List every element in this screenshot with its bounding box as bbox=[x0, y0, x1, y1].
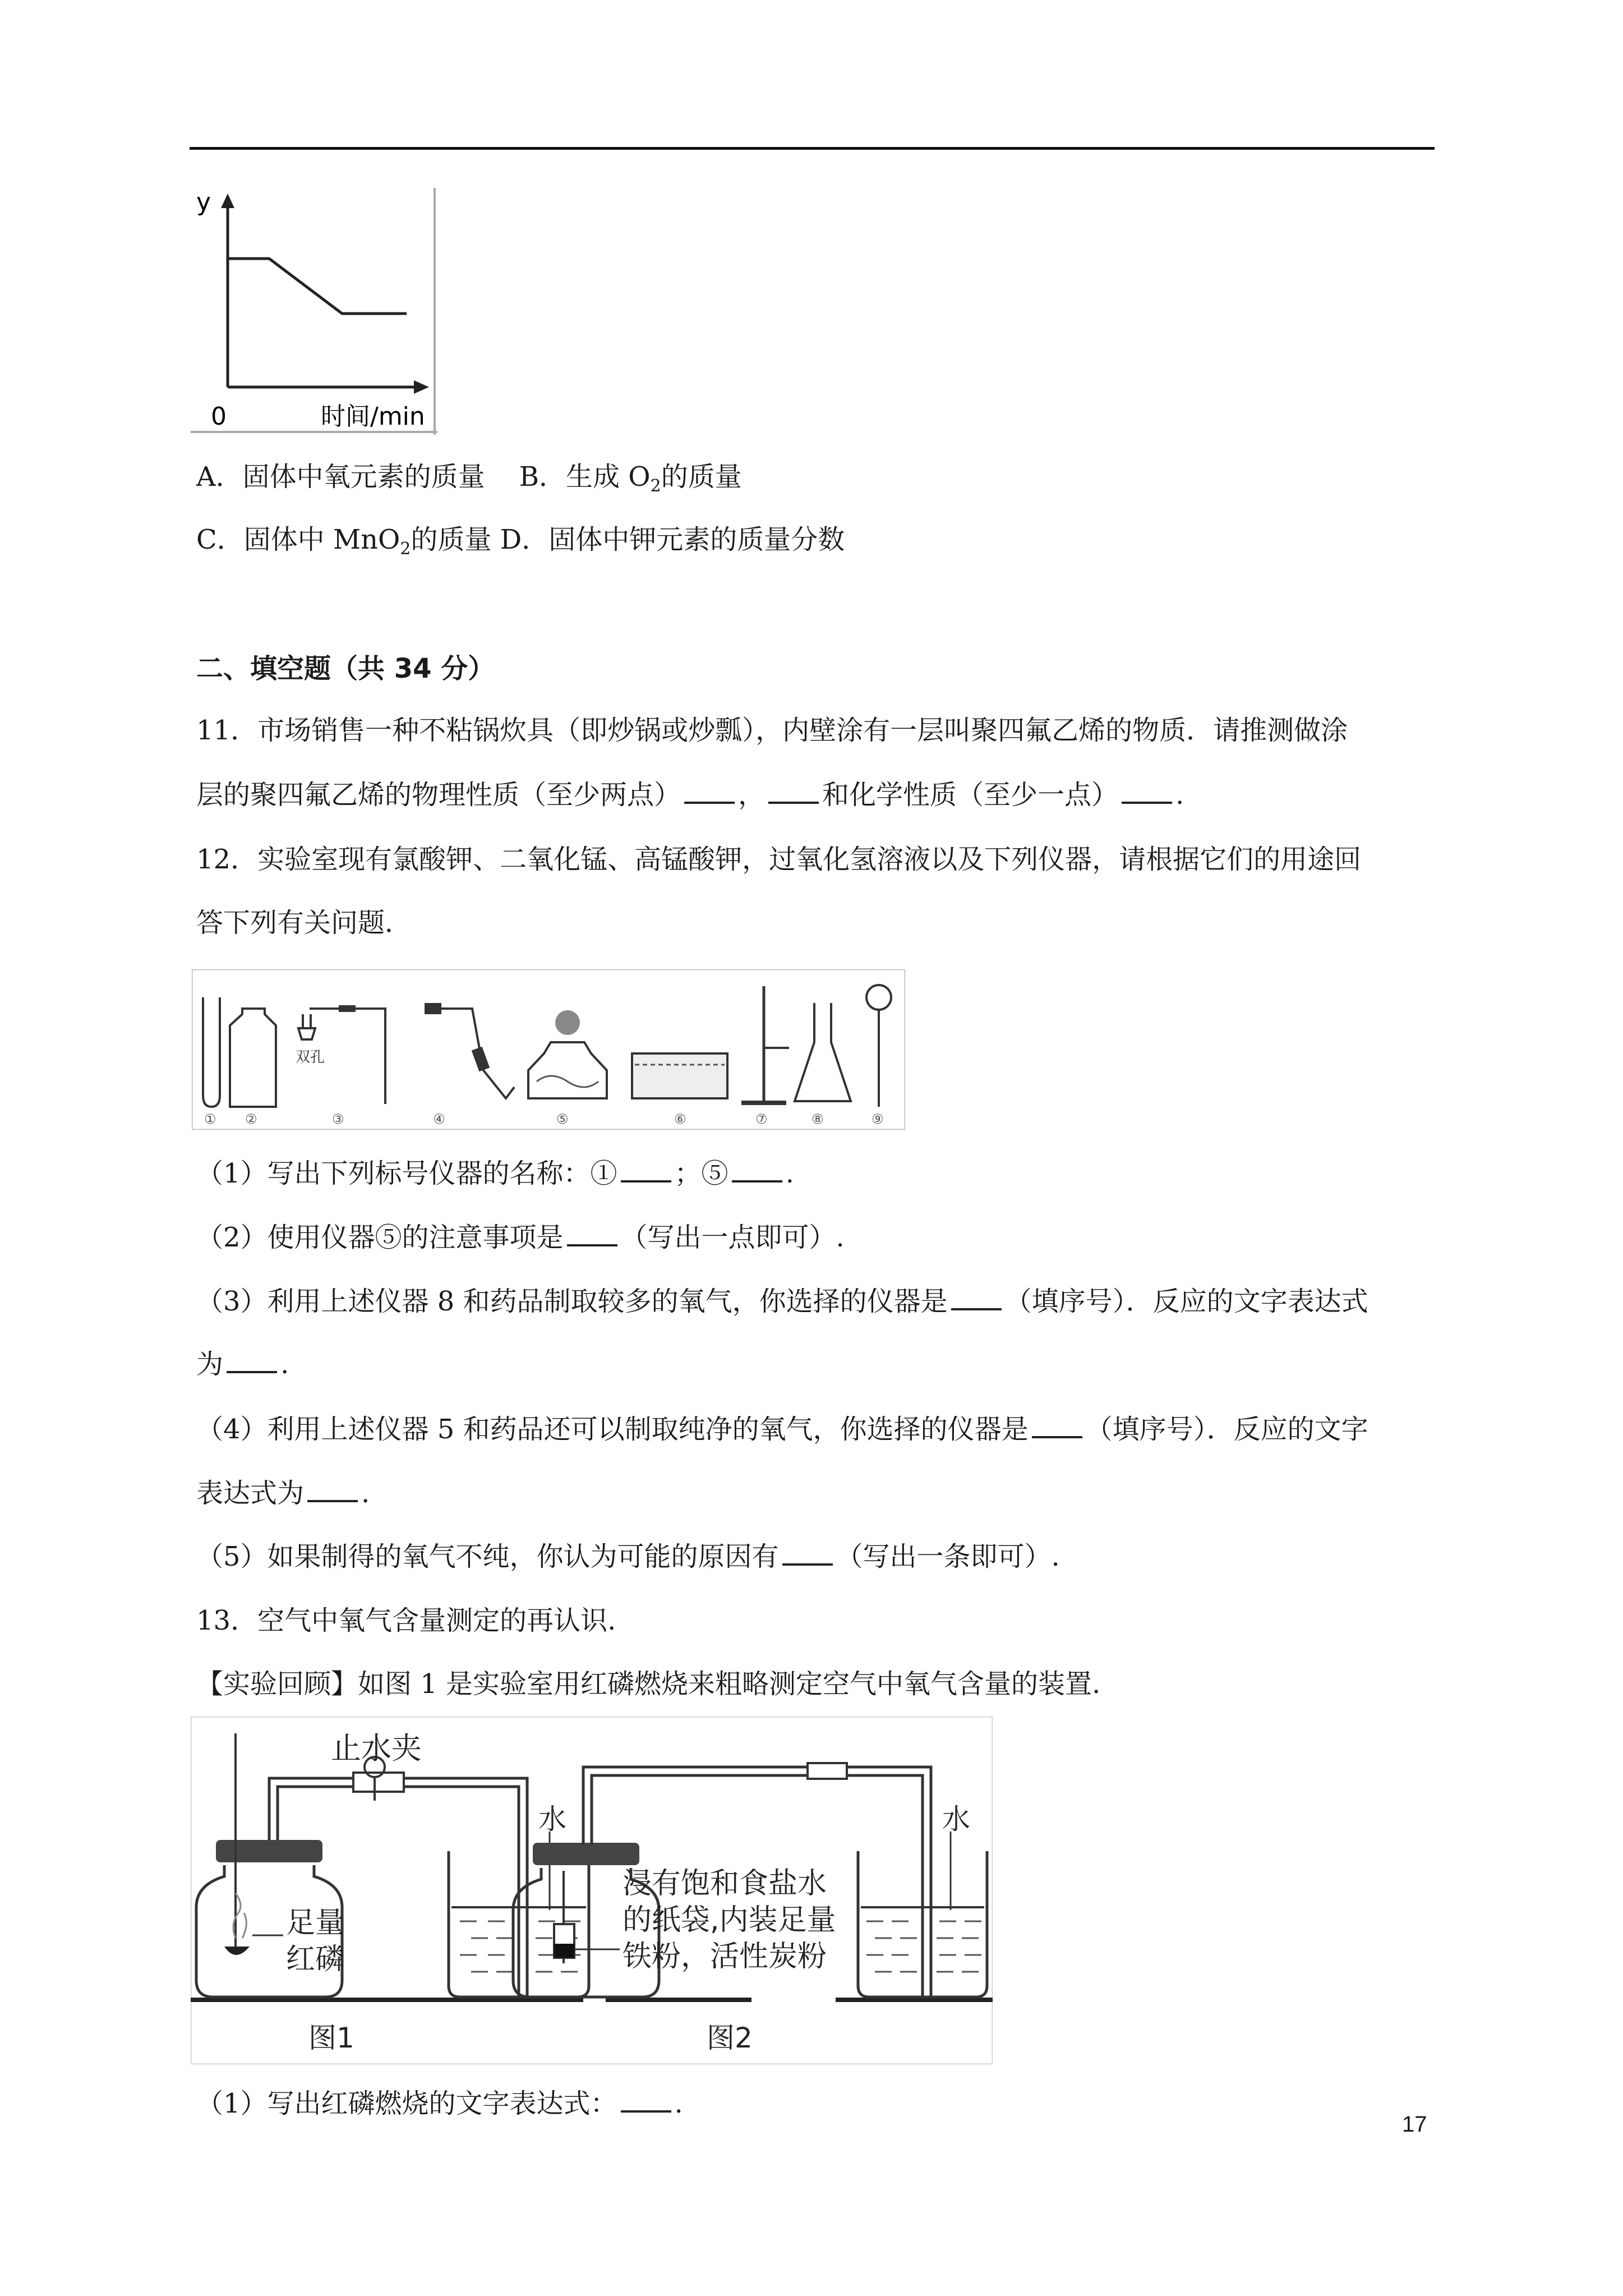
apparatus-label-1: ① bbox=[204, 1111, 216, 1127]
q12-sub3-line1: （3）利用上述仪器 8 和药品制取较多的氧气，你选择的仪器是 （填序号）．反应的文字表达式 bbox=[196, 1283, 1368, 1319]
q12-sub4-line1: （4）利用上述仪器 5 和药品还可以制取纯净的氧气，你选择的仪器是 （填序号）．反应的文字 bbox=[196, 1411, 1368, 1447]
bag-label-3: 铁粉，活性炭粉 bbox=[623, 1940, 827, 1973]
clamp-label: 止水夹 bbox=[331, 1731, 422, 1766]
apparatus-label-8: ⑧ bbox=[811, 1111, 824, 1127]
apparatus-label-5: ⑤ bbox=[556, 1111, 569, 1127]
q12-sub2: （2）使用仪器⑤的注意事项是 （写出一点即可）. bbox=[196, 1220, 845, 1255]
q12-line2: 答下列有关问题． bbox=[196, 907, 412, 938]
graph-x-label: 时间/min bbox=[321, 402, 425, 431]
experiment-figure bbox=[191, 1717, 993, 2064]
answer-blank[interactable] bbox=[768, 777, 819, 804]
q11-line2: 层的聚四氟乙烯的物理性质（至少两点） ， 和化学性质（至少一点） . bbox=[196, 777, 1184, 813]
apparatus-label-2: ② bbox=[245, 1111, 257, 1127]
bag-label-2: 的纸袋,内装足量 bbox=[623, 1903, 836, 1937]
answer-blank[interactable] bbox=[307, 1475, 358, 1502]
q13-sub1: （1）写出红磷燃烧的文字表达式： . bbox=[196, 2086, 683, 2122]
fig1-water-label: 水 bbox=[538, 1803, 566, 1835]
q12-line1: 12．实验室现有氯酸钾、二氧化锰、高锰酸钾，过氧化氢溶液以及下列仪器，请根据它们的用途回 bbox=[196, 844, 1362, 875]
apparatus-label-9: ⑨ bbox=[872, 1111, 884, 1127]
q13-line2: 【实验回顾】如图 1 是实验室用红磷燃烧来粗略测定空气中氧气含量的装置. bbox=[196, 1668, 1101, 1700]
section-title: 二、填空题（共 34 分） bbox=[196, 653, 495, 684]
figure-1-caption: 图1 bbox=[308, 2022, 354, 2054]
apparatus-label-3: ③ bbox=[332, 1111, 344, 1127]
answer-blank[interactable] bbox=[621, 2086, 671, 2113]
graph-y-label: y bbox=[196, 188, 211, 217]
answer-blank[interactable] bbox=[782, 1539, 833, 1566]
answer-blank[interactable] bbox=[951, 1283, 1002, 1310]
answer-blank[interactable] bbox=[567, 1220, 617, 1246]
phosphorus-label-2: 红磷 bbox=[286, 1943, 345, 1976]
header-rule bbox=[190, 147, 1435, 150]
answer-blank[interactable] bbox=[621, 1156, 671, 1182]
stopper-label: 双孔 bbox=[296, 1049, 325, 1066]
graph-origin-label: 0 bbox=[211, 402, 227, 431]
q12-sub1: （1）写出下列标号仪器的名称：① ；⑤ . bbox=[196, 1156, 794, 1191]
answer-blank[interactable] bbox=[684, 777, 735, 804]
bag-label-1: 浸有饱和食盐水 bbox=[623, 1867, 827, 1901]
phosphorus-label-1: 足量 bbox=[286, 1906, 345, 1940]
apparatus-label-7: ⑦ bbox=[755, 1111, 768, 1127]
answer-blank[interactable] bbox=[1122, 777, 1172, 804]
q12-sub3-line2: 为 . bbox=[196, 1346, 289, 1382]
answer-blank[interactable] bbox=[732, 1156, 782, 1182]
figure-2-caption: 图2 bbox=[707, 2022, 753, 2054]
q11-line1: 11．市场销售一种不粘锅炊具（即炒锅或炒瓢），内壁涂有一层叫聚四氟乙烯的物质．请推测做涂 bbox=[196, 715, 1348, 746]
apparatus-figure bbox=[192, 969, 905, 1130]
answer-blank[interactable] bbox=[1032, 1411, 1082, 1438]
apparatus-label-6: ⑥ bbox=[674, 1111, 686, 1127]
q13-line1: 13．空气中氧气含量测定的再认识. bbox=[196, 1605, 616, 1636]
q10-option-line2: C．固体中 MnO$_2$的质量 D．固体中钾元素的质量分数 bbox=[196, 524, 845, 559]
time-graph-figure bbox=[191, 188, 437, 435]
q10-option-line1: A．固体中氧元素的质量 B．生成 $O_2$的质量 bbox=[196, 461, 742, 496]
q12-sub5: （5）如果制得的氧气不纯，你认为可能的原因有 （写出一条即可）. bbox=[196, 1539, 1060, 1575]
q12-sub4-line2: 表达式为 . bbox=[196, 1475, 370, 1511]
apparatus-label-4: ④ bbox=[433, 1111, 445, 1127]
answer-blank[interactable] bbox=[227, 1346, 277, 1373]
fig2-water-label: 水 bbox=[942, 1803, 970, 1835]
page-number: 17 bbox=[1402, 2112, 1427, 2137]
